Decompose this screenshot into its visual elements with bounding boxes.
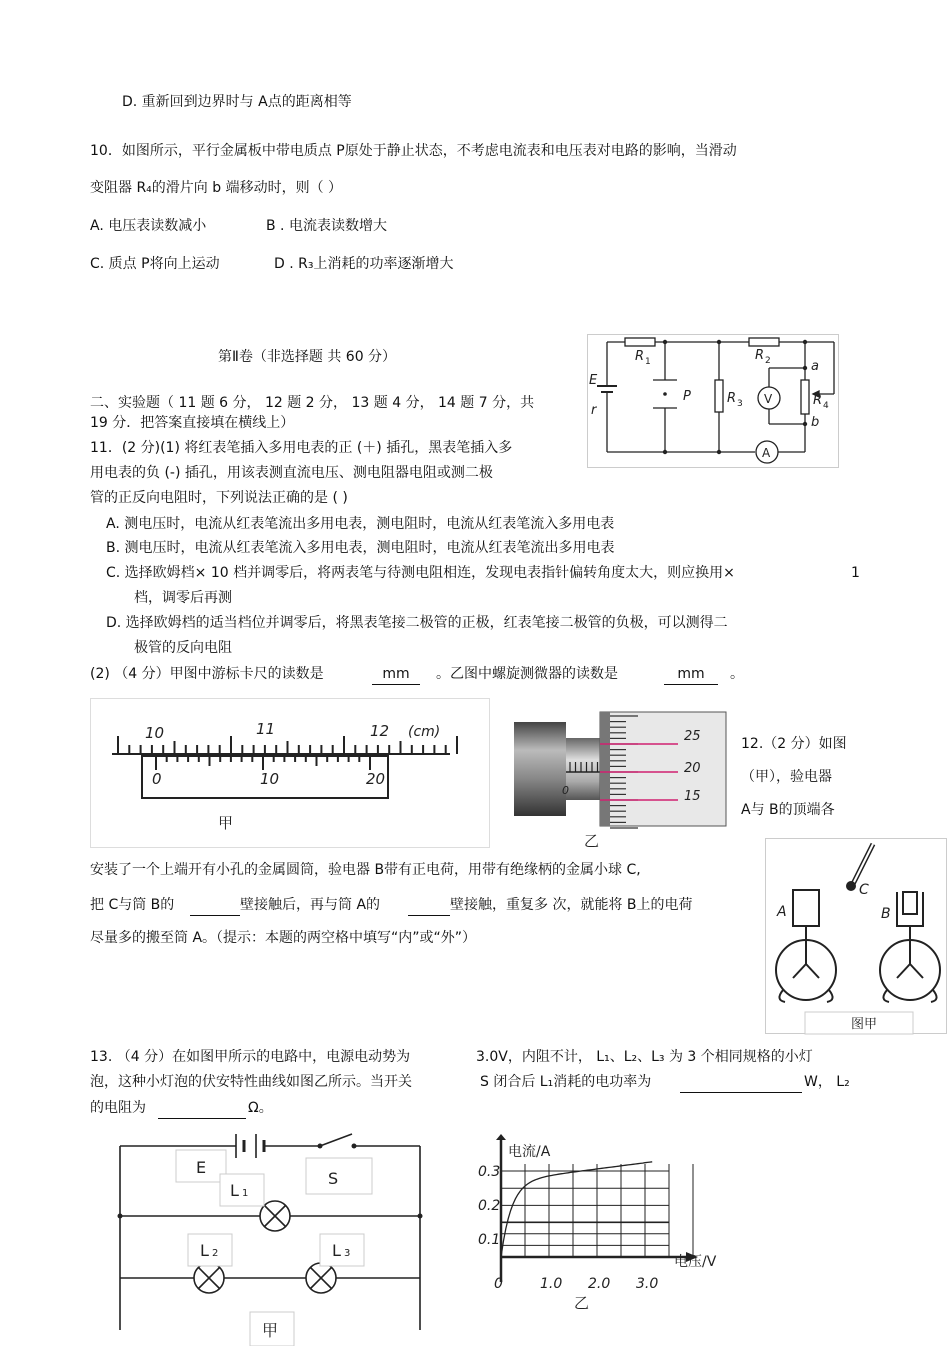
q11-option-c-line2: 档，调零后再测 bbox=[134, 590, 232, 606]
q11-option-c-line1: C. 选择欧姆档× 10 档并调零后，将两表笔与待测电阻相连，发现电表指针偏转角度太大，则应换用× bbox=[106, 565, 735, 581]
q13-power-blank[interactable] bbox=[680, 1072, 802, 1093]
iv-tick-x-1.0: 1.0 bbox=[540, 1276, 563, 1292]
q12-line5-b: 壁接触后，再与筒 A的 bbox=[240, 897, 381, 913]
q11-part2-end: 。 bbox=[730, 666, 744, 682]
q12-line1: 12.（2 分）如图 bbox=[741, 736, 847, 752]
micrometer-reading-unit: mm bbox=[664, 664, 718, 685]
micrometer-15: 15 bbox=[684, 789, 701, 804]
iv-tick-x-3.0: 3.0 bbox=[636, 1276, 659, 1292]
lamp-label-l3-sub: 3 bbox=[344, 1248, 351, 1259]
caliper-main-12: 12 bbox=[370, 722, 390, 740]
label-r1-sub: 1 bbox=[645, 357, 651, 367]
q10-circuit-diagram bbox=[587, 334, 839, 468]
label-r2-sub: 2 bbox=[765, 356, 771, 366]
q11-part2-prefix: (2) （4 分）甲图中游标卡尺的读数是 bbox=[90, 666, 324, 682]
lamp-label-l3: L bbox=[332, 1241, 341, 1260]
q12-line5-c: 壁接触，重复多 次，就能将 B上的电荷 bbox=[450, 897, 693, 913]
iv-characteristic-graph bbox=[476, 1134, 746, 1314]
micrometer-zero: 0 bbox=[562, 784, 569, 797]
caliper-caption: 甲 bbox=[218, 814, 234, 832]
caliper-reading-blank[interactable] bbox=[372, 664, 420, 685]
resistor-r2 bbox=[749, 338, 779, 346]
electroscope-figure bbox=[765, 838, 947, 1034]
q11-line3: 管的正反向电阻时，下列说法正确的是 ( ) bbox=[90, 490, 348, 506]
q13-circuit-caption: 甲 bbox=[262, 1321, 279, 1340]
electroscope-caption: 图甲 bbox=[851, 1017, 878, 1032]
section2-title: 第Ⅱ卷（非选择题 共 60 分） bbox=[218, 349, 397, 365]
micrometer-20: 20 bbox=[684, 761, 701, 776]
label-r1: R bbox=[635, 349, 645, 364]
q10-option-b: B . 电流表读数增大 bbox=[266, 218, 387, 234]
q13-line3-a: 的电阻为 bbox=[90, 1100, 146, 1116]
source-label-e: E bbox=[196, 1158, 207, 1177]
q11-part2-mid: 。乙图中螺旋测微器的读数是 bbox=[436, 666, 618, 682]
vernier-caliper-figure bbox=[90, 698, 490, 848]
label-e: E bbox=[589, 373, 598, 388]
label-b: b bbox=[811, 415, 820, 430]
resistor-r4 bbox=[801, 380, 809, 414]
q13-resistance-blank[interactable] bbox=[158, 1098, 246, 1119]
resistor-r3 bbox=[715, 380, 723, 412]
q12-line6: 尽量多的搬至筒 A。（提示：本题的两空格中填写“内”或“外”） bbox=[90, 930, 477, 946]
switch-label-s: S bbox=[328, 1169, 339, 1188]
iv-tick-x-2.0: 2.0 bbox=[588, 1276, 611, 1292]
q11-line1: 11．(2 分)(1) 将红表笔插入多用电表的正 (＋) 插孔，黑表笔插入多 bbox=[90, 440, 513, 456]
q11-option-d-line2: 极管的反向电阻 bbox=[134, 640, 232, 656]
label-ammeter-a: A bbox=[762, 446, 771, 460]
cylinder-a bbox=[793, 890, 819, 926]
charged-particle-p bbox=[663, 392, 667, 396]
q10-stem-line2: 变阻器 R₄的滑片向 b 端移动时，则（ ） bbox=[90, 180, 343, 196]
label-r3: R bbox=[727, 391, 737, 406]
iv-x-label: 电压/V bbox=[674, 1254, 717, 1270]
caliper-vernier-10: 10 bbox=[260, 770, 280, 788]
q11-option-a: A. 测电压时，电流从红表笔流出多用电表，测电阻时，电流从红表笔流入多用电表 bbox=[106, 516, 615, 532]
q9-option-d: D. 重新回到边界时与 A点的距离相等 bbox=[122, 94, 352, 110]
iv-tick-y-0.2: 0.2 bbox=[478, 1198, 501, 1214]
label-a: a bbox=[811, 359, 819, 374]
iv-caption: 乙 bbox=[574, 1294, 590, 1312]
q12-line5-a: 把 C与筒 B的 bbox=[90, 897, 175, 913]
caliper-vernier-20: 20 bbox=[366, 770, 386, 788]
caliper-reading-unit: mm bbox=[372, 664, 420, 685]
q11-option-c-number: 1 bbox=[851, 565, 860, 581]
label-r: r bbox=[591, 403, 597, 418]
q13-line2-left: 泡，这种小灯泡的伏安特性曲线如图乙所示。当开关 bbox=[90, 1074, 412, 1090]
q12-line4: 安装了一个上端开有小孔的金属圆筒，验电器 B带有正电荷，用带有绝缘柄的金属小球 C, bbox=[90, 862, 641, 878]
cylinder-b bbox=[897, 892, 923, 926]
iv-tick-x-0: 0 bbox=[494, 1276, 503, 1292]
q11-option-d-line1: D. 选择欧姆档的适当档位并调零后，将黑表笔接二极管的正极，红表笔接二极管的负极，可以测得二 bbox=[106, 615, 728, 631]
q13-line1-left: 13. （4 分）在如图甲所示的电路中，电源电动势为 bbox=[90, 1049, 411, 1065]
caliper-main-11: 11 bbox=[256, 720, 276, 738]
q10-stem-line1: 10．如图所示，平行金属板中带电质点 P原处于静止状态，不考虑电流表和电压表对电路的影响，当滑动 bbox=[90, 143, 737, 159]
label-v: V bbox=[764, 392, 773, 406]
q13-line2-right-b: W， L₂ bbox=[804, 1074, 850, 1090]
metal-ball-c bbox=[846, 881, 856, 891]
iv-y-label: 电流/A bbox=[508, 1144, 551, 1160]
micrometer-reading-blank[interactable] bbox=[664, 664, 718, 685]
micrometer-caption: 乙 bbox=[584, 832, 600, 850]
q13-line1-right: 3.0V，内阻不计， L₁、L₂、L₃ 为 3 个相同规格的小灯 bbox=[476, 1049, 813, 1065]
q12-blank-2[interactable] bbox=[408, 895, 450, 916]
q13-circuit-diagram bbox=[116, 1130, 426, 1346]
micrometer-25: 25 bbox=[684, 729, 701, 744]
q13-line2-right-a: S 闭合后 L₁消耗的电功率为 bbox=[480, 1074, 652, 1090]
lamp-label-l2: L bbox=[200, 1241, 209, 1260]
q10-option-a: A. 电压表读数减小 bbox=[90, 218, 207, 234]
q12-blank-1[interactable] bbox=[190, 895, 240, 916]
lamp-label-l2-sub: 2 bbox=[212, 1248, 219, 1259]
iv-tick-y-0.1: 0.1 bbox=[478, 1232, 501, 1248]
section2-intro-line1: 二、实验题（ 11 题 6 分， 12 题 2 分， 13 题 4 分， 14 题 7 分，共 bbox=[90, 395, 535, 411]
micrometer-figure bbox=[508, 700, 728, 850]
label-r4-sub: 4 bbox=[823, 401, 829, 411]
q10-option-d: D . R₃上消耗的功率逐渐增大 bbox=[274, 256, 454, 272]
q13-line3-b: Ω。 bbox=[248, 1100, 273, 1116]
resistor-r1 bbox=[625, 338, 655, 346]
q12-line3: A与 B的顶端各 bbox=[741, 802, 835, 818]
label-p: P bbox=[683, 389, 691, 404]
caliper-main-10: 10 bbox=[145, 724, 165, 742]
switch-s bbox=[320, 1134, 352, 1146]
q10-option-c: C. 质点 P将向上运动 bbox=[90, 256, 220, 272]
lamp-label-l1: L bbox=[230, 1181, 239, 1200]
q11-line2: 用电表的负 (-) 插孔，用该表测直流电压、测电阻器电阻或测二极 bbox=[90, 465, 493, 481]
label-r4: R bbox=[813, 393, 823, 408]
q11-option-b: B. 测电压时，电流从红表笔流入多用电表，测电阻时，电流从红表笔流出多用电表 bbox=[106, 540, 615, 556]
electroscope-label-b: B bbox=[881, 906, 891, 922]
lamp-label-l1-sub: 1 bbox=[242, 1188, 249, 1199]
electroscope-label-a: A bbox=[777, 904, 787, 920]
ball-label-c: C bbox=[859, 882, 869, 898]
caliper-unit: (cm) bbox=[408, 724, 441, 740]
label-r3-sub: 3 bbox=[737, 399, 743, 409]
caliper-vernier-0: 0 bbox=[152, 770, 162, 788]
q12-line2: （甲），验电器 bbox=[741, 769, 832, 785]
iv-tick-y-0.3: 0.3 bbox=[478, 1164, 501, 1180]
label-r2: R bbox=[755, 348, 765, 363]
section2-intro-line2: 19 分．把答案直接填在横线上） bbox=[90, 415, 295, 431]
